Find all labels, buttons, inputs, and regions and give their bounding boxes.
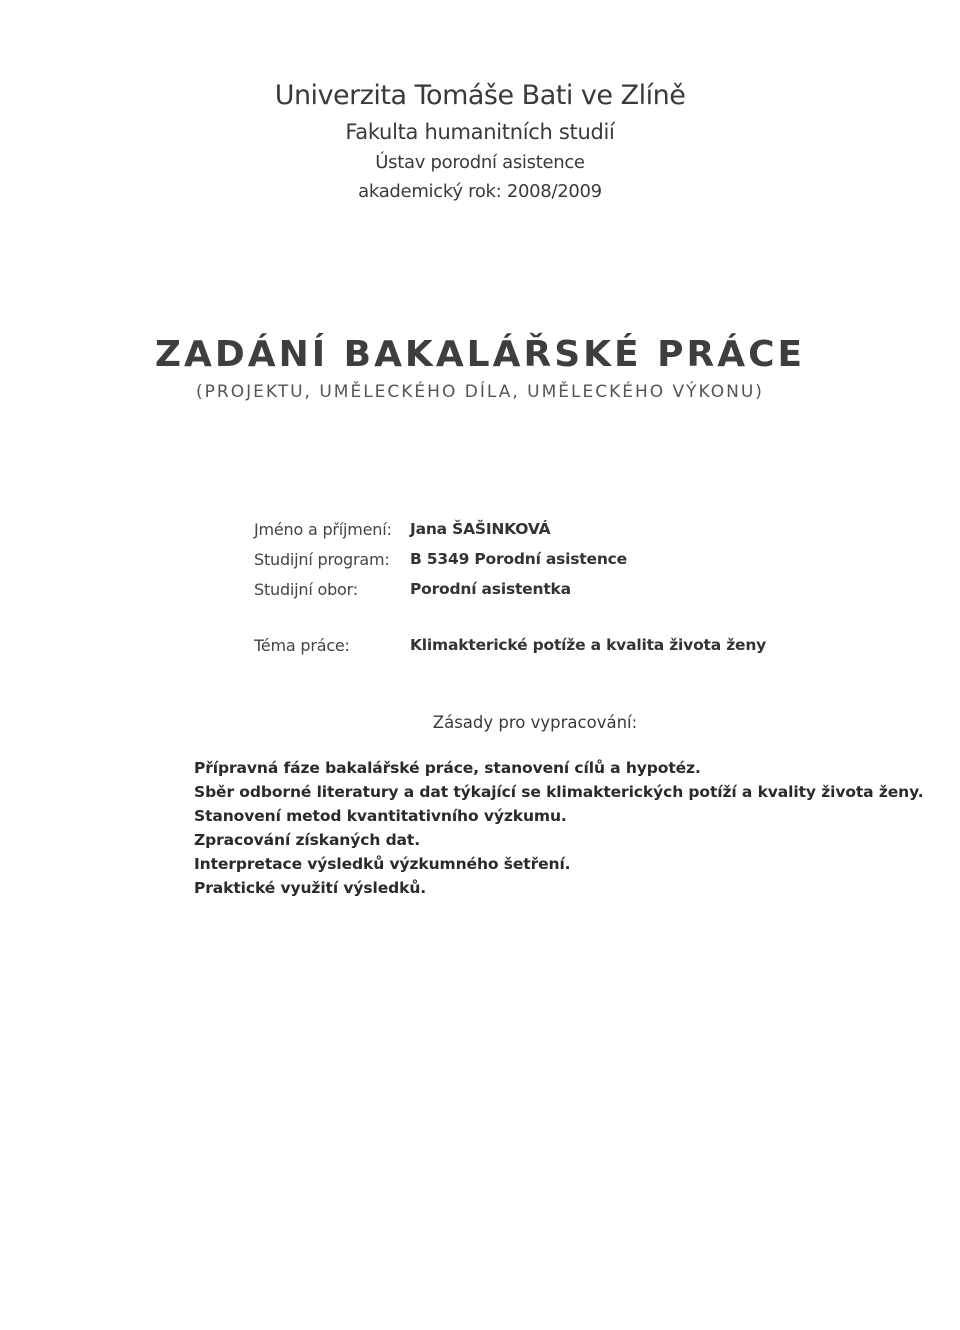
academic-year: akademický rok: 2008/2009 [358,181,602,202]
principles-list [194,756,923,900]
theme-row [254,630,766,660]
list-item: Praktické využití výsledků. [194,879,427,897]
name-label: Jméno a příjmení: [254,519,392,539]
theme-label: Téma práce: [254,635,350,655]
program-row [254,544,627,574]
university-name: Univerzita Tomáše Bati ve Zlíně [274,80,686,111]
program-value: B 5349 Porodní asistence [410,550,627,568]
principles-heading: Zásady pro vypracování: [432,713,638,732]
institution-header [0,76,960,206]
faculty-name: Fakulta humanitních studií [345,120,615,144]
department-name: Ústav porodní asistence [375,152,585,173]
document-title: ZADÁNÍ BAKALÁŘSKÉ PRÁCE [154,334,806,375]
list-item: Stanovení metod kvantitativního výzkumu. [194,807,567,825]
theme-info [254,630,766,660]
field-label: Studijní obor: [254,579,358,599]
student-info [254,514,627,604]
name-row [254,514,627,544]
field-value: Porodní asistentka [410,580,571,598]
list-item: Zpracování získaných dat. [194,831,421,849]
field-row [254,574,627,604]
title-block [0,332,960,404]
list-item: Sběr odborné literatury a dat týkající se klimakterických potíží a kvality života ženy. [194,783,924,801]
theme-value: Klimakterické potíže a kvalita života ženy [410,636,767,654]
list-item: Přípravná fáze bakalářské práce, stanovení cílů a hypotéz. [194,759,701,777]
name-value: Jana ŠAŠINKOVÁ [410,520,551,538]
program-label: Studijní program: [254,549,390,569]
document-subtitle: (PROJEKTU, UMĚLECKÉHO DÍLA, UMĚLECKÉHO VÝKONU) [196,382,764,402]
list-item: Interpretace výsledků výzkumného šetření. [194,855,571,873]
